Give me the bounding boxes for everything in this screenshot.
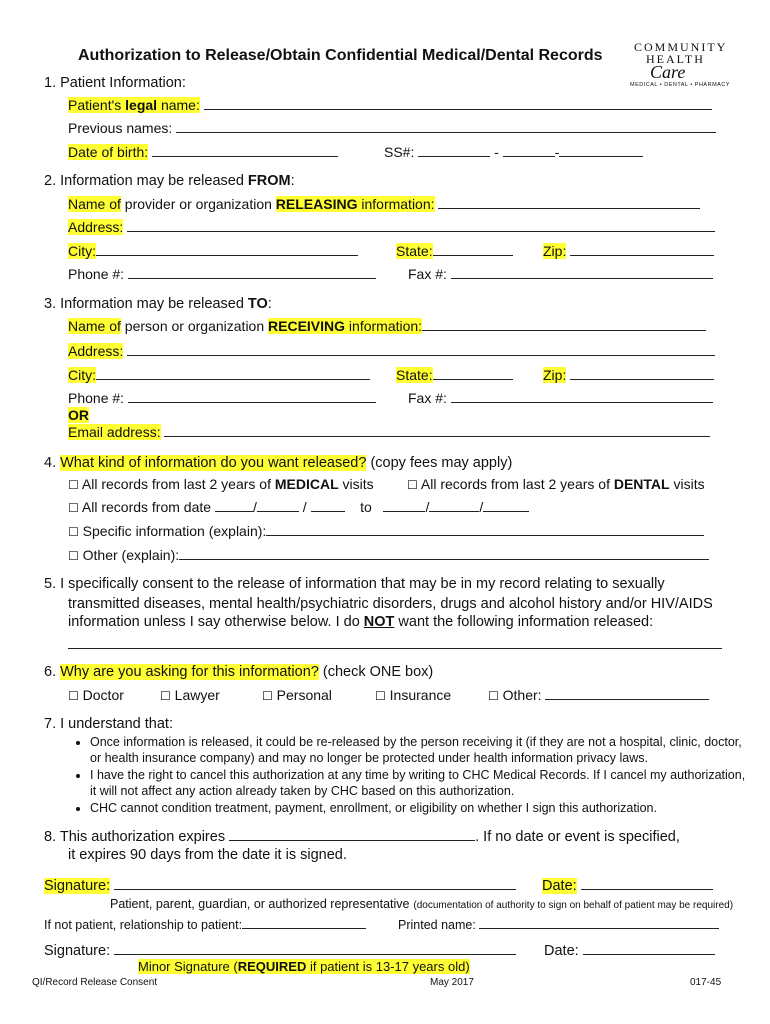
signature-field[interactable]: [114, 877, 516, 890]
specific-information-field[interactable]: [266, 523, 704, 536]
to-city-field[interactable]: [96, 367, 370, 380]
to-month-field[interactable]: [383, 499, 425, 512]
checkbox-icon[interactable]: ☐: [68, 525, 79, 539]
checkbox-icon[interactable]: ☐: [68, 501, 79, 515]
or-label: OR: [68, 407, 89, 423]
list-item: • I have the right to cancel this authorization at any time by writing to CHC Medical Records. If I cancel my authorization, it will not affect any action already taken by CHC based on this authorization.: [90, 768, 750, 799]
receiving-name-row: Name of person or organization RECEIVING information:: [68, 318, 706, 334]
ssn-row: SS#: - -: [384, 144, 643, 160]
understanding-list: [70, 735, 750, 819]
from-month-field[interactable]: [215, 499, 253, 512]
to-address-row: Address:: [68, 343, 715, 359]
section-4-heading: 4. What kind of information do you want released? (copy fees may apply): [44, 455, 513, 471]
checkbox-icon[interactable]: ☐: [407, 478, 418, 492]
reason-lawyer[interactable]: ☐ Lawyer: [160, 687, 220, 703]
releasing-label: RELEASING information:: [275, 196, 435, 212]
receiving-label: RECEIVING information:: [268, 318, 423, 334]
to-phone-field[interactable]: [128, 390, 376, 403]
excluded-information-field[interactable]: [68, 648, 722, 649]
previous-names-row: [68, 120, 716, 136]
checkbox-icon[interactable]: ☐: [68, 549, 79, 563]
from-state-row: State:: [396, 243, 513, 259]
to-phone-row: Phone #:: [68, 390, 376, 406]
to-fax-row: Fax #:: [408, 390, 713, 406]
to-fax-field[interactable]: [451, 390, 713, 403]
section-6-heading: 6. Why are you asking for this information? (check ONE box): [44, 664, 434, 680]
reason-doctor[interactable]: ☐ Doctor: [68, 687, 124, 703]
option-records-from-date[interactable]: ☐ All records from date / / to / /: [68, 499, 529, 515]
to-zip-field[interactable]: [570, 367, 714, 380]
checkbox-icon[interactable]: ☐: [262, 689, 273, 703]
option-dental-visits[interactable]: ☐ All records from last 2 years of DENTAL visits: [407, 476, 705, 492]
section-5-line-3: information unless I say otherwise below. I do NOT want the following information released:: [68, 614, 654, 630]
checkbox-icon[interactable]: ☐: [375, 689, 386, 703]
relationship-row: If not patient, relationship to patient:: [44, 916, 366, 932]
minor-date-row: Date:: [544, 942, 715, 959]
from-day-field[interactable]: [257, 499, 299, 512]
signature-row: [44, 877, 516, 894]
ssn-field-3[interactable]: [559, 144, 643, 157]
from-zip-field[interactable]: [570, 243, 714, 256]
reason-other[interactable]: ☐ Other:: [488, 687, 709, 703]
printed-name-field[interactable]: [479, 916, 719, 929]
minor-signature-note: Minor Signature (REQUIRED if patient is 13-17 years old): [138, 959, 470, 974]
to-address-field[interactable]: [127, 343, 715, 356]
checkbox-icon[interactable]: ☐: [68, 478, 79, 492]
signature-date-field[interactable]: [581, 877, 713, 890]
printed-name-row: Printed name:: [398, 916, 719, 932]
minor-signature-row: Signature:: [44, 942, 516, 959]
list-item: • Once information is released, it could be re-released by the person receiving it (if they are not a hospital, clinic, doctor, or health insurance company) and may no longer be protected under health information privacy laws.: [90, 735, 750, 766]
dob-field[interactable]: [152, 144, 338, 157]
to-city-row: City:: [68, 367, 370, 383]
legal-name-label: Patient's legal name:: [68, 97, 200, 113]
section-8-line-1: 8. This authorization expires . If no date or event is specified,: [44, 829, 680, 845]
minor-date-field[interactable]: [583, 942, 715, 955]
from-address-field[interactable]: [127, 219, 715, 232]
from-state-field[interactable]: [433, 243, 513, 256]
checkbox-icon[interactable]: ☐: [68, 689, 79, 703]
section-5-line-1: 5. I specifically consent to the release of information that may be in my record relating to sexually: [44, 576, 665, 592]
footer-center: May 2017: [430, 977, 474, 988]
list-item: • CHC cannot condition treatment, payment, enrollment, or eligibility on whether I sign this authorization.: [90, 801, 750, 817]
section-1-heading: 1. Patient Information:: [44, 75, 186, 91]
legal-name-row: [68, 97, 712, 113]
option-other[interactable]: ☐ Other (explain):: [68, 547, 709, 563]
checkbox-icon[interactable]: ☐: [160, 689, 171, 703]
ssn-field-1[interactable]: [418, 144, 490, 157]
previous-names-label: Previous names:: [68, 120, 173, 136]
signature-label: Signature:: [44, 878, 111, 894]
expiration-field[interactable]: [229, 828, 475, 841]
from-fax-row: Fax #:: [408, 266, 713, 282]
releasing-name-row: Name of provider or organization RELEASING information:: [68, 196, 700, 212]
to-day-field[interactable]: [429, 499, 479, 512]
section-8-line-2: it expires 90 days from the date it is signed.: [68, 847, 347, 863]
ssn-label: SS#:: [384, 144, 415, 160]
dob-label: Date of birth:: [68, 144, 149, 160]
releasing-name-field[interactable]: [438, 196, 700, 209]
from-phone-field[interactable]: [128, 266, 376, 279]
email-field[interactable]: [164, 424, 710, 437]
footer-right: 017-45: [690, 977, 722, 988]
section-3-heading: 3. Information may be released TO:: [44, 296, 272, 312]
reason-personal[interactable]: ☐ Personal: [262, 687, 332, 703]
from-zip-row: Zip:: [543, 243, 714, 259]
minor-signature-field[interactable]: [114, 942, 516, 955]
to-year-field[interactable]: [483, 499, 529, 512]
from-phone-row: Phone #:: [68, 266, 376, 282]
from-fax-field[interactable]: [451, 266, 713, 279]
footer-left: QI/Record Release Consent: [32, 977, 158, 988]
to-state-field[interactable]: [433, 367, 513, 380]
signature-date-row: Date:: [542, 877, 713, 894]
receiving-name-field[interactable]: [422, 318, 706, 331]
dob-row: [68, 144, 338, 160]
from-address-row: Address:: [68, 219, 715, 235]
section-7-heading: 7. I understand that:: [44, 716, 173, 732]
from-city-field[interactable]: [96, 243, 358, 256]
previous-names-field[interactable]: [176, 120, 716, 133]
checkbox-icon[interactable]: ☐: [488, 689, 499, 703]
ssn-field-2[interactable]: [503, 144, 555, 157]
option-medical-visits[interactable]: ☐ All records from last 2 years of MEDICAL visits: [68, 476, 374, 492]
section-2-heading: 2. Information may be released FROM:: [44, 173, 295, 189]
community-health-care-logo: COMMUNITY HEALTH Care MEDICAL • DENTAL • PHARMACY: [630, 40, 730, 88]
from-city-row: City:: [68, 243, 358, 259]
signer-description: Patient, parent, guardian, or authorized representative (documentation of authority to sign on behalf of patient may be required): [110, 897, 734, 911]
email-row: Email address:: [68, 424, 710, 440]
to-zip-row: Zip:: [543, 367, 714, 383]
other-explain-field[interactable]: [179, 547, 709, 560]
section-5-line-2: transmitted diseases, mental health/psychiatric disorders, drugs and alcohol history and/or HIV/AIDS: [68, 596, 713, 612]
to-state-row: State:: [396, 367, 513, 383]
reason-insurance[interactable]: ☐ Insurance: [375, 687, 452, 703]
legal-name-field[interactable]: [204, 97, 712, 110]
from-year-field[interactable]: [311, 499, 345, 512]
relationship-field[interactable]: [242, 916, 366, 929]
reason-other-field[interactable]: [545, 687, 709, 700]
option-specific-information[interactable]: ☐ Specific information (explain):: [68, 523, 704, 539]
form-title: Authorization to Release/Obtain Confidential Medical/Dental Records: [78, 47, 603, 64]
